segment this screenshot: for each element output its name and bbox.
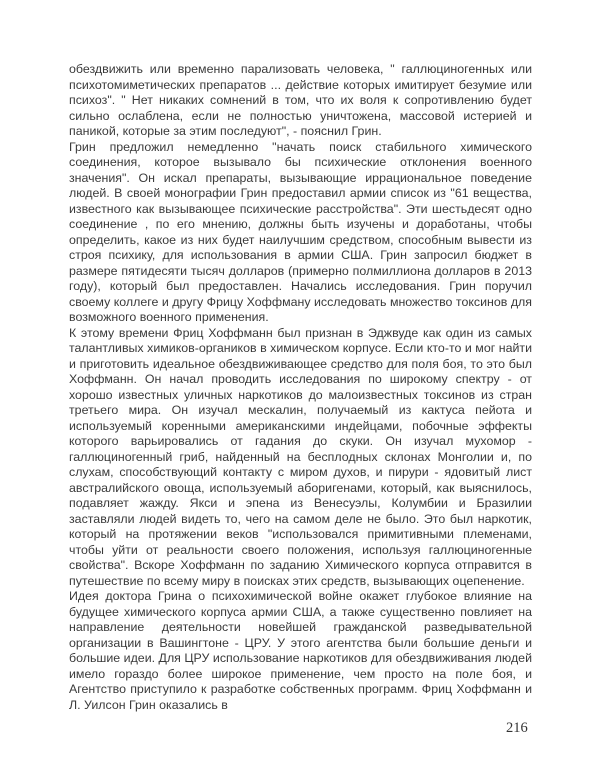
page-number: 216 bbox=[506, 720, 528, 736]
text-block bbox=[69, 62, 532, 713]
paragraph-4: Идея доктора Грина о психохимической войне окажет глубокое влияние на будущее химического корпуса армии США, а также существенно повлияет на направление деятельности новейшей гражданской разведывательной организации в Вашингтоне - ЦРУ. У этого агентства были большие деньги и большие идеи. Для ЦРУ использование наркотиков для обездвиживания людей имело гораздо более широкое применение, чем просто на поле боя, и Агентство приступило к разработке собственных программ. Фриц Хоффманн и Л. Уилсон Грин оказались в bbox=[69, 589, 532, 712]
paragraph-1: обездвижить или временно парализовать человека, " галлюциногенных или психотомиметических препаратов ... действие которых имитирует безумие или психоз". " Нет никаких сомнений в том, что их воля к сопротивлению будет сильно ослаблена, если не полностью уничтожена, массовой истерией и паникой, которые за этим последуют", - пояснил Грин. bbox=[69, 62, 532, 138]
paragraph-2: Грин предложил немедленно "начать поиск стабильного химического соединения, которое вызывало бы психические отклонения военного значения". Он искал препараты, вызывающие иррациональное поведение людей. В своей монографии Грин предоставил армии список из "61 вещества, известного как вызывающее психические расстройства". Эти шестьдесят одно соединение , по его мнению, должны быть изучены и доработаны, чтобы определить, какое из них будет наилучшим средством, способным вывести из строя психику, для использования в армии США. Грин запросил бюджет в размере пятидесяти тысяч долларов (примерно полмиллиона долларов в 2013 году), который был предоставлен. Начались исследования. Грин поручил своему коллеге и другу Фрицу Хоффману исследовать множество токсинов для возможного военного применения. bbox=[69, 139, 532, 324]
paragraph-3: К этому времени Фриц Хоффманн был признан в Эджвуде как один из самых талантливых химиков-органиков в химическом корпусе. Если кто-то и мог найти и приготовить идеальное обездвиживающее средство для поля боя, то это был Хоффманн. Он начал проводить исследования по широкому спектру - от хорошо известных уличных наркотиков до малоизвестных токсинов из стран третьего мира. Он изучал мескалин, получаемый из кактуса пейота и используемый коренными американскими индейцами, побочные эффекты которого варьировались от гадания до скуки. Он изучал мухомор - галлюциногенный гриб, найденный на бесплодных склонах Монголии и, по слухам, способствующий контакту с миром духов, и пирури - ядовитый лист австралийского овоща, используемый аборигенами, который, как выяснилось, подавляет жажду. Якси и эпена из Венесуэлы, Колумбии и Бразилии заставляли людей видеть то, чего на самом деле не было. Это был наркотик, который на протяжении веков "использовался примитивными племенами, чтобы уйти от реальности своего положения, используя галлюциногенные свойства". Вскоре Хоффманн по заданию Химического корпуса отправится в путешествие по всему миру в поисках этих средств, вызывающих оцепенение. bbox=[69, 325, 532, 588]
